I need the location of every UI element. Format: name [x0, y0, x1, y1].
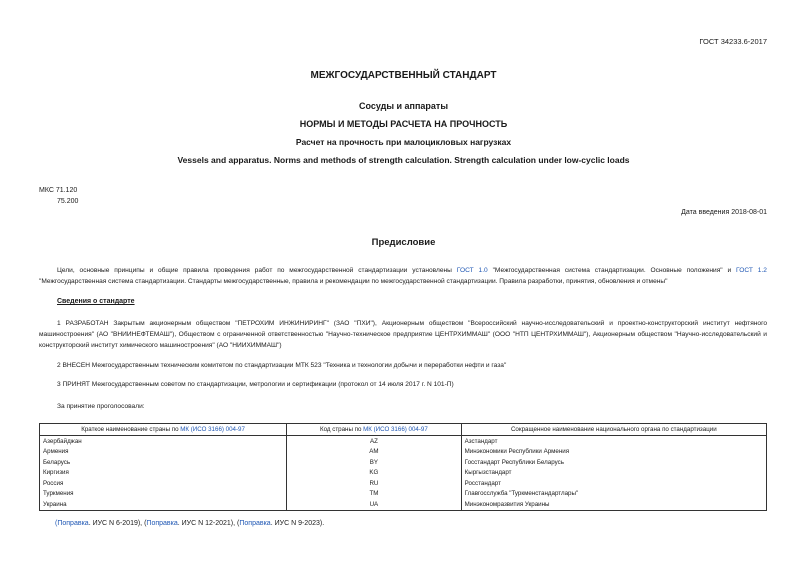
- cell-code: AZ: [287, 436, 461, 447]
- cell-code: KG: [287, 468, 461, 479]
- foreword-text-c: "Межгосударственная система стандартизации. Стандарты межгосударственные, правила и рекомендации по межгосударственной стандартизации. Правила разработки, принятия, обновления и отмены": [39, 278, 668, 285]
- voted-text: За принятие проголосовали:: [57, 403, 145, 410]
- column-header-country-text: Краткое наименование страны по: [81, 426, 181, 433]
- introduced-by-paragraph: [39, 360, 767, 371]
- table-row: [40, 478, 767, 489]
- table-header-row: [40, 424, 767, 436]
- table-row: [40, 457, 767, 468]
- cell-organization: Кыргызстандарт: [461, 468, 766, 479]
- gost-1-0-link[interactable]: ГОСТ 1.0: [456, 267, 488, 274]
- cell-country: Армения: [40, 447, 287, 458]
- cell-country: Азербайджан: [40, 436, 287, 447]
- amendment-link-2[interactable]: Поправка: [146, 520, 178, 527]
- cell-organization: Минэкономики Республики Армения: [461, 447, 766, 458]
- voted-paragraph: [39, 401, 767, 412]
- mk-iso-link[interactable]: МК (ИСО 3166) 004-97: [363, 426, 428, 433]
- column-header-country: [40, 424, 287, 436]
- cell-organization: Госстандарт Республики Беларусь: [461, 457, 766, 468]
- introduced-by-text: 2 ВНЕСЕН Межгосударственным техническим комитетом по стандартизации МТК 523 "Техника и технологии добычи и переработки нефти и газа": [57, 362, 507, 369]
- developed-by-text: 1 РАЗРАБОТАН Закрытым акционерным обществом "ПЕТРОХИМ ИНЖИНИРИНГ" (ЗАО "ПХИ"), Акционерным обществом "Всероссийский научно-исследовательский и проектно-конструкторский институт нефтяного машиностроения" (АО "ВНИИНЕФТЕМАШ"), Обществом с ограниченной ответственностью "Научно-техническое предприятие ЦЕНТРХИММАШ" (ООО "НТП ЦЕНТРХИММАШ"), Акционерным обществом "Научно-исследовательский и конструкторский институт химического машиностроения" (АО "НИИХИММАШ"): [39, 320, 767, 349]
- title-group: Сосуды и аппараты: [358, 101, 449, 111]
- adopted-by-text: 3 ПРИНЯТ Межгосударственным советом по стандартизации, метрологии и сертификации (протокол от 14 июля 2017 г. N 101-П): [57, 381, 454, 388]
- amendment-open-paren: (: [55, 520, 58, 527]
- amendment-link-1[interactable]: Поправка: [57, 520, 89, 527]
- column-header-code-text: Код страны по: [319, 426, 364, 433]
- cell-country: Туркмения: [40, 489, 287, 500]
- title-english: Vessels and apparatus. Norms and methods of strength calculation. Strength calculation under low-cyclic loads: [177, 155, 630, 165]
- amendment-text-3: . ИУС N 9-2023).: [270, 520, 325, 527]
- title-main: НОРМЫ И МЕТОДЫ РАСЧЕТА НА ПРОЧНОСТЬ: [299, 119, 508, 129]
- cell-organization: Азстандарт: [461, 436, 766, 447]
- amendment-link-3[interactable]: Поправка: [239, 520, 271, 527]
- introduction-date: Дата введения 2018-08-01: [681, 209, 767, 216]
- cell-code: TM: [287, 489, 461, 500]
- amendment-text-1: . ИУС N 6-2019), (: [88, 520, 147, 527]
- table-row: [40, 447, 767, 458]
- document-code: ГОСТ 34233.6-2017: [699, 37, 767, 46]
- cell-country: Россия: [40, 478, 287, 489]
- standard-info-heading: Сведения о стандарте: [57, 298, 135, 305]
- foreword-paragraph: [39, 265, 767, 287]
- cell-code: RU: [287, 478, 461, 489]
- standard-type-heading: МЕЖГОСУДАРСТВЕННЫЙ СТАНДАРТ: [310, 70, 497, 81]
- cell-country: Украина: [40, 499, 287, 510]
- cell-organization: Главгосслужба "Туркменстандартлары": [461, 489, 766, 500]
- table-row: [40, 489, 767, 500]
- amendments-line: [55, 520, 324, 527]
- table-row: [40, 499, 767, 510]
- table-row: [40, 436, 767, 447]
- cell-code: BY: [287, 457, 461, 468]
- title-sub: Расчет на прочность при малоцикловых нагрузках: [295, 137, 512, 147]
- cell-organization: Минэкономразвития Украины: [461, 499, 766, 510]
- mks-code-1: МКС 71.120: [39, 187, 78, 194]
- cell-code: AM: [287, 447, 461, 458]
- mk-iso-link[interactable]: МК (ИСО 3166) 004-97: [180, 426, 245, 433]
- column-header-organization: Сокращенное наименование национального органа по стандартизации: [461, 424, 766, 436]
- adopted-by-paragraph: [39, 379, 767, 390]
- cell-country: Беларусь: [40, 457, 287, 468]
- mks-code-2: 75.200: [57, 198, 79, 205]
- developed-by-paragraph: [39, 318, 767, 351]
- voting-countries-table: [39, 423, 767, 511]
- cell-organization: Росстандарт: [461, 478, 766, 489]
- foreword-heading: Предисловие: [371, 237, 436, 248]
- foreword-text-a: Цели, основные принципы и общие правила проведения работ по межгосударственной стандартизации установлены: [57, 267, 457, 274]
- table-row: [40, 468, 767, 479]
- amendment-text-2: . ИУС N 12-2021), (: [177, 520, 240, 527]
- cell-code: UA: [287, 499, 461, 510]
- column-header-code: [287, 424, 461, 436]
- gost-1-2-link[interactable]: ГОСТ 1.2: [736, 267, 767, 274]
- foreword-text-b: "Межгосударственная система стандартизации. Основные положения" и: [487, 267, 737, 274]
- cell-country: Киргизия: [40, 468, 287, 479]
